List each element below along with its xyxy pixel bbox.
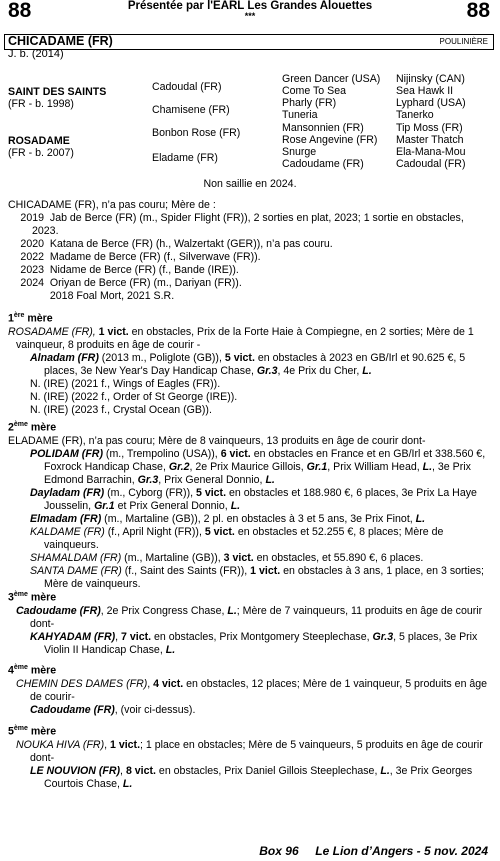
dam1-produce-alnadam: Alnadam (FR) (2013 m., Poliglote (GB)), 5 vict. en obstacles à 2023 en GB/Irl et 90.625 €, 5 places, 3e New Year's Day Handicap Chase, Gr.3, 4e Prix du Cher, L. — [30, 351, 466, 377]
dam4-produce-cadoudame: Cadoudame (FR), (voir ci-dessus). — [30, 703, 196, 716]
gen4-6: Master Thatch — [396, 134, 464, 146]
produce-row — [8, 238, 492, 251]
horse-type: POULINIÈRE — [439, 37, 488, 46]
lot-number-right: 88 — [466, 0, 490, 22]
dam5-section — [8, 722, 492, 791]
produce-year: 2023 — [20, 264, 44, 276]
gen4-8: Cadoudal (FR) — [396, 158, 466, 170]
produce-text: Oriyan de Berce (FR) (m., Dariyan (FR)). — [49, 277, 242, 289]
dam4-text: CHEMIN DES DAMES (FR), 4 vict. en obstacles, 12 places; Mère de 1 vainqueur, 5 produits en âge de courir- — [16, 677, 488, 703]
lot-number-left: 88 — [8, 0, 32, 22]
sire-name: SAINT DES SAINTS — [8, 86, 107, 98]
horse-info: J. b. (2014) — [8, 48, 64, 60]
dam5-text: NOUKA HIVA (FR), 1 vict.; 1 place en obstacles; Mère de 5 vainqueurs, 5 produits en âge de courir dont- — [16, 738, 483, 764]
page-footer: Box 96 Le Lion d’Angers - 5 nov. 2024 — [259, 844, 488, 858]
dam3-produce-kahyadam: KAHYADAM (FR), 7 vict. en obstacles, Prix Montgomery Steeplechase, Gr.3, 5 places, 3e Prix Violin II Handicap Chase, L. — [30, 630, 478, 656]
dam3-text: Cadoudame (FR), 2e Prix Congress Chase, L.; Mère de 7 vainqueurs, 11 produits en âge de courir dont- — [16, 604, 483, 630]
gen3-7: Snurge — [282, 146, 317, 158]
produce-section — [8, 199, 492, 303]
stars: *** — [244, 11, 256, 21]
gen4-7: Ela-Mana-Mou — [396, 146, 466, 158]
produce-row — [8, 251, 492, 264]
produce-text: Madame de Berce (FR) (f., Silverwave (FR)). — [49, 251, 261, 263]
produce-intro: CHICADAME (FR), n’a pas couru; Mère de : — [8, 199, 216, 211]
gen3-1: Green Dancer (USA) — [282, 73, 381, 85]
gen3-4: Tuneria — [282, 109, 318, 121]
dam3-section — [8, 588, 492, 657]
dam2-produce-elmadam: Elmadam (FR) (m., Martaline (GB)), 2 pl. en obstacles à 3 et 5 ans, 3e Prix Finot, L. — [30, 512, 426, 525]
dam4-heading: 4ème mère — [8, 664, 57, 677]
dam5-heading: 5ème mère — [8, 725, 57, 738]
produce-row — [8, 277, 492, 290]
produce-row — [8, 290, 492, 303]
gen4-5: Tip Moss (FR) — [396, 122, 463, 134]
dam1-other: N. (IRE) (2021 f., Wings of Eagles (FR)). — [30, 377, 221, 390]
dam-name: ROSADAME — [8, 135, 70, 147]
produce-row — [8, 212, 492, 238]
dam2-produce-shamaldam: SHAMALDAM (FR) (m., Martaline (GB)), 3 vict. en obstacles, et 55.890 €, 6 places. — [30, 551, 424, 564]
dam3-heading: 3ème mère — [8, 591, 57, 604]
produce-year: 2024 — [20, 277, 44, 289]
seller-line: Présentée par l'EARL Les Grandes Alouettes — [127, 0, 373, 12]
gen3-3: Pharly (FR) — [282, 97, 337, 109]
dam2-produce-santa: SANTA DAME (FR) (f., Saint des Saints (FR)), 1 vict. en obstacles à 3 ans, 1 place, en 3 sorties; Mère de vainqueurs. — [30, 564, 484, 590]
produce-row — [8, 264, 492, 277]
gen3-5: Mansonnien (FR) — [282, 122, 364, 134]
dam1-section — [8, 309, 492, 417]
sire-info: (FR - b. 1998) — [8, 98, 74, 110]
gen2-2: Chamisene (FR) — [152, 104, 230, 116]
dam4-section — [8, 661, 492, 717]
gen3-6: Rose Angevine (FR) — [282, 134, 378, 146]
dam1-heading: 1ère mère — [8, 312, 53, 325]
dam2-heading: 2ème mère — [8, 421, 57, 434]
dam1-other: N. (IRE) (2023 f., Crystal Ocean (GB)). — [30, 403, 212, 416]
gen4-1: Nijinsky (CAN) — [396, 73, 465, 85]
produce-year: 2022 — [20, 251, 44, 263]
dam2-section — [8, 418, 492, 591]
gen4-3: Lyphard (USA) — [396, 97, 466, 109]
produce-text: Nidame de Berce (FR) (f., Bande (IRE)). — [49, 264, 239, 276]
horse-name: CHICADAME (FR) — [8, 34, 113, 48]
gen4-4: Tanerko — [396, 109, 434, 121]
produce-text: Jab de Berce (FR) (m., Spider Flight (FR)), 2 sorties en plat, 2023; 1 sortie en obstacles, 2023. — [32, 212, 464, 237]
dam2-intro: ELADAME (FR), n’a pas couru; Mère de 8 vainqueurs, 13 produits en âge de courir dont- — [8, 434, 426, 447]
dam2-produce-kaldame: KALDAME (FR) (f., April Night (FR)), 5 vict. en obstacles et 52.255 €, 8 places; Mère de vainqueurs. — [30, 525, 444, 551]
produce-text: 2018 Foal Mort, 2021 S.R. — [49, 290, 175, 302]
gen3-2: Come To Sea — [282, 85, 346, 97]
gen3-8: Cadoudame (FR) — [282, 158, 364, 170]
produce-year: 2019 — [20, 212, 44, 224]
gen4-2: Sea Hawk II — [396, 85, 454, 97]
covering-status: Non saillie en 2024. — [203, 178, 297, 190]
produce-year: 2020 — [20, 238, 44, 250]
dam-info: (FR - b. 2007) — [8, 147, 74, 159]
dam1-text: ROSADAME (FR), 1 vict. en obstacles, Prix de la Forte Haie à Compiegne, en 2 sorties; Mère de 1 vainqueur, 8 produits en âge de courir - — [8, 325, 474, 351]
produce-text: Katana de Berce (FR) (h., Walzertakt (GER)), n’a pas couru. — [49, 238, 333, 250]
gen2-4: Eladame (FR) — [152, 152, 218, 164]
dam2-produce-dayladam: Dayladam (FR) (m., Cyborg (FR)), 5 vict. en obstacles et 188.980 €, 6 places, 3e Prix La Haye Jousselin, Gr.1 et Prix General Donnio, L. — [30, 486, 477, 512]
gen2-3: Bonbon Rose (FR) — [152, 127, 241, 139]
dam5-produce-nouvion: LE NOUVION (FR), 8 vict. en obstacles, Prix Daniel Gillois Steeplechase, L., 3e Prix Georges Courtois Chase, L. — [30, 764, 473, 790]
gen2-1: Cadoudal (FR) — [152, 81, 222, 93]
dam2-produce-polidam: POLIDAM (FR) (m., Trempolino (USA)), 6 vict. en obstacles en France et en GB/Irl et 338.560 €, Foxrock Handicap Chase, Gr.2, 2e Prix Maurice Gillois, Gr.1, Prix William Head, L., 3e Prix Edmond Barrachin, Gr.3, Prix General Donnio, L. — [30, 447, 486, 486]
dam1-other: N. (IRE) (2022 f., Order of St George (IRE)). — [30, 390, 238, 403]
